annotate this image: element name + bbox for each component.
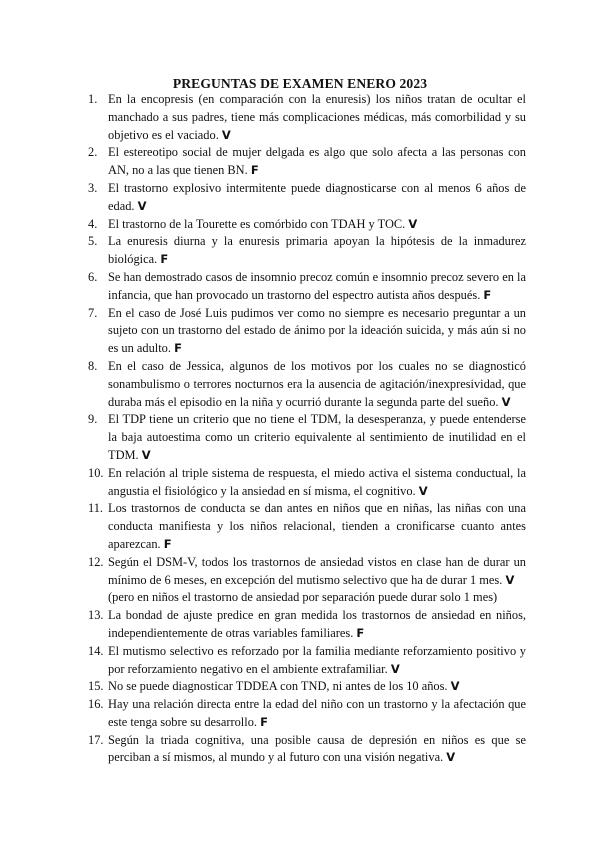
question-number: 17. — [88, 732, 104, 747]
answer-mark: F — [483, 287, 492, 302]
answer-mark: V — [446, 750, 456, 765]
question-text: Según la triada cognitiva, una posible causa de depresión en niños es que se perciban a sí mismos, al mundo y al futuro con una visión negativa. — [108, 732, 526, 765]
question-number: 13. — [88, 608, 104, 623]
question-text: En el caso de Jessica, algunos de los motivos por los cuales no se diagnosticó sonambulismo o terrores nocturnos era la ausencia de agitación/inexpresividad, que duraba más el episodio en la niña y ocurrió durante la segunda parte del sueño. — [108, 358, 526, 409]
question-text: Los trastornos de conducta se dan antes en niños que en niñas, las niñas con una conducta manifiesta y los niños relacional, tienden a cronificarse cuanto antes aparezcan. — [108, 501, 526, 551]
question-item — [88, 216, 526, 234]
question-text: En el caso de José Luis pudimos ver como no siempre es necesario preguntar a un sujeto con un trastorno del estado de ánimo por la ideación suicida, y más aún si no es un adulto. — [108, 305, 526, 356]
question-number: 16. — [88, 697, 104, 712]
question-text: El mutismo selectivo es reforzado por la familia mediante reforzamiento positivo y por reforzamiento negativo en el ambiente extrafamiliar. — [108, 643, 526, 676]
question-item — [88, 643, 526, 679]
question-number: 6. — [88, 269, 98, 284]
question-number: 15. — [88, 679, 104, 694]
answer-mark: F — [174, 341, 182, 356]
answer-mark: F — [356, 625, 365, 640]
question-item — [88, 554, 526, 607]
question-note: (pero en niños el trastorno de ansiedad por separación puede durar solo 1 mes) — [108, 590, 498, 605]
question-text: La enuresis diurna y la enuresis primaria apoyan la hipótesis de la inmadurez biológica. — [108, 234, 526, 267]
question-number: 7. — [88, 305, 98, 320]
question-text: No se puede diagnosticar TDDEA con TND, ni antes de los 10 años. — [108, 679, 448, 694]
answer-mark: F — [250, 163, 259, 178]
question-number: 8. — [88, 358, 98, 373]
question-item — [88, 696, 526, 732]
question-text: El trastorno explosivo intermitente puede diagnosticarse con al menos 6 años de edad. — [108, 180, 526, 213]
question-text: Hay una relación directa entre la edad del niño con un trastorno y la afectación que este tenga sobre su desarrollo. — [108, 697, 526, 729]
answer-mark: V — [505, 572, 515, 587]
question-item — [88, 305, 526, 358]
question-number: 10. — [88, 465, 104, 480]
question-text: En relación al triple sistema de respuesta, el miedo activa el sistema conductual, la angustia el fisiológico y la ansiedad en sí misma, el cognitivo. — [108, 465, 526, 498]
question-number: 2. — [88, 145, 98, 160]
question-item — [88, 465, 526, 501]
question-list — [88, 91, 526, 767]
answer-mark: V — [390, 661, 400, 676]
answer-mark: F — [260, 714, 268, 729]
question-item — [88, 358, 526, 411]
question-item — [88, 91, 526, 144]
question-number: 11. — [88, 501, 104, 516]
question-number: 12. — [88, 554, 104, 569]
page-title: PREGUNTAS DE EXAMEN ENERO 2023 — [172, 76, 428, 91]
answer-mark: V — [221, 127, 231, 142]
answer-mark: V — [501, 394, 511, 409]
answer-mark: V — [450, 679, 460, 694]
question-text: La bondad de ajuste predice en gran medida los trastornos de ansiedad en niños, independientemente de otras variables familiares. — [108, 608, 526, 640]
answer-mark: V — [137, 198, 147, 213]
question-text: Se han demostrado casos de insomnio precoz común e insomnio precoz severo en la infancia, que han provocado un trastorno del espectro autista años después. — [108, 269, 526, 302]
question-item — [88, 269, 526, 305]
question-item — [88, 607, 526, 643]
question-text: El estereotipo social de mujer delgada es algo que solo afecta a las personas con AN, no a las que tienen BN. — [108, 145, 526, 178]
question-item — [88, 180, 526, 216]
answer-mark: V — [408, 216, 418, 231]
question-text: En la encopresis (en comparación con la enuresis) los niños tratan de ocultar el manchado a sus padres, tiene más complicaciones médicas, más comorbilidad y su objetivo es el vaciado. — [108, 92, 526, 142]
question-item — [88, 144, 526, 180]
question-number: 9. — [88, 412, 98, 427]
answer-mark: F — [160, 252, 169, 267]
question-text: El trastorno de la Tourette es comórbido con TDAH y TOC. — [108, 216, 406, 231]
question-text: Según el DSM-V, todos los trastornos de ansiedad vistos en clase han de durar un mínimo de 6 meses, en excepción del mutismo selectivo que ha de durar 1 mes. — [108, 554, 526, 587]
answer-mark: F — [163, 536, 172, 551]
answer-mark: V — [418, 483, 428, 498]
question-item — [88, 678, 526, 696]
answer-mark: V — [141, 447, 151, 462]
question-item — [88, 732, 526, 768]
question-item — [88, 500, 526, 553]
question-item — [88, 233, 526, 269]
question-number: 5. — [88, 234, 98, 249]
question-number: 14. — [88, 643, 104, 658]
question-number: 3. — [88, 180, 98, 195]
question-text: El TDP tiene un criterio que no tiene el TDM, la desesperanza, y puede entenderse la baja autoestima como un criterio equivalente al sentimiento de inutilidad en el TDM. — [108, 412, 526, 462]
question-number: 4. — [88, 216, 98, 231]
question-item — [88, 411, 526, 464]
question-number: 1. — [88, 92, 98, 106]
